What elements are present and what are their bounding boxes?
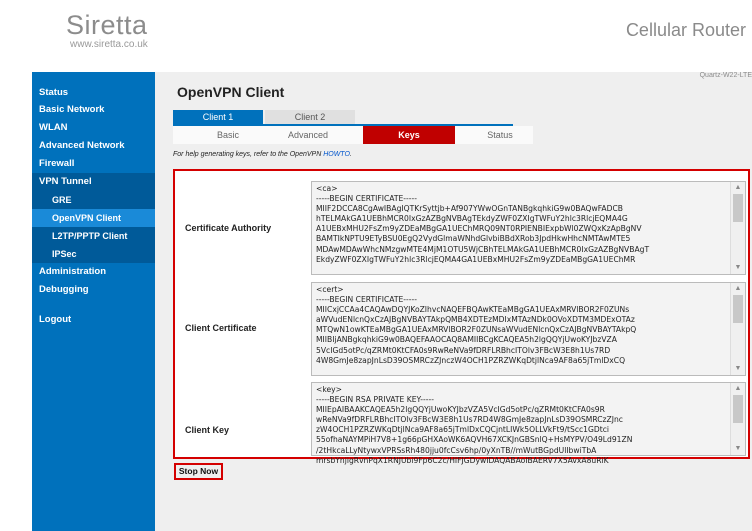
tab-client-2[interactable]: Client 2 <box>265 110 355 124</box>
sidebar-item-vpn-tunnel[interactable]: VPN Tunnel <box>32 173 155 191</box>
scroll-up-icon[interactable]: ▲ <box>734 385 742 392</box>
scroll-thumb[interactable] <box>733 295 743 323</box>
main-content <box>155 72 752 531</box>
subtab-keys[interactable]: Keys <box>365 128 453 142</box>
sidebar-item-openvpn-client[interactable]: OpenVPN Client <box>32 209 155 227</box>
ca-scrollbar[interactable] <box>730 182 745 274</box>
sidebar-item-status[interactable]: Status <box>39 87 69 98</box>
sidebar-item-basic-network[interactable]: Basic Network <box>39 104 105 115</box>
scroll-up-icon[interactable]: ▲ <box>734 184 742 191</box>
cert-value: <cert> -----BEGIN CERTIFICATE----- MIICxjCCAa4CAQAwDQYJKoZIhvcNAQEFBQAwKTEaMBgGA1UEAxMRVlBOR2F0ZUNs aWVudENlcnQxCzAJBgNVBAYTAkpQMB4XDTEzMDIxMTAzNDk0OVoXDTM3MDExOTAz MTQwN1owKTEaMBgGA1UEAxMRVlBOR2F0ZUNsaWVudENlcnQxCzAJBgNVBAYTAkpQ MIIBIjANBgkqhkiG9w0BAQEFAAOCAQ8AMIIBCgKCAQEA5h2lgQQYjUwoKYJbzVZA 5VcIGd5otPc/qZRMt0KtCFA0s9RwReNVa9fDRFLRBhcITOlv3FBcW3E8h1Us7RD 4W8GmJe8zapJnLsD39OSMRCzZJnczW4OCH1PZRZWKqDtjlNca9AF8a65jTmlDxCQ <box>316 285 637 365</box>
scroll-down-icon[interactable]: ▼ <box>734 365 742 372</box>
sidebar-item-l2tp-pptp-client[interactable]: L2TP/PPTP Client <box>32 227 155 245</box>
cert-label: Client Certificate <box>185 323 257 333</box>
scroll-up-icon[interactable]: ▲ <box>734 285 742 292</box>
sidebar-item-gre[interactable]: GRE <box>32 191 155 209</box>
subtab-status[interactable]: Status <box>487 130 513 140</box>
page-title: OpenVPN Client <box>177 84 285 100</box>
sidebar-item-logout[interactable]: Logout <box>39 314 72 325</box>
help-text-prefix: For help generating keys, refer to the OpenVPN <box>173 151 322 158</box>
key-value: <key> -----BEGIN RSA PRIVATE KEY----- MIIEpAIBAAKCAQEA5h2lgQQYjUwoKYJbzVZA5VcIGd5otPc/qZRMt0KtCFA0s9R wReNVa9fDRFLRBhcITOlv3FBcW3E8h1Us7RD4W8GmJe8zapJnLsD39OSMRCzZJnc zW4OCH1PZRZWKqDtjlNca9AF8a65jTmlDxCQCjntLIWk5OLLVkFt9/tScc1GDtci 55ofhaNAYMPiH7V8+1g66pGHXAoWK6AQVH67XCKJnGBSnlQ+HsMYPV/O49Ld91ZN /2tHkcaLLyNtywxVPRSsRh480jju0fcCsv6hp/0yXnTB//mWutBGpdUlIbwiTbA mrsbYnjigRvnPqX1RNJUbi9Fp6C2c/HIFJGDywIDAQABAoIBAERV7X5AvxA8uRiK <box>316 385 633 465</box>
subtab-advanced[interactable]: Advanced <box>287 130 329 140</box>
device-model: Quartz-W22-LTE <box>699 72 752 79</box>
ca-label: Certificate Authority <box>185 223 272 233</box>
sidebar-item-advanced-network[interactable]: Advanced Network <box>39 140 125 151</box>
logo-url: www.siretta.co.uk <box>70 39 148 50</box>
help-text-suffix: . <box>349 151 352 158</box>
scroll-thumb[interactable] <box>733 395 743 423</box>
keys-panel <box>173 169 750 465</box>
sidebar <box>32 72 155 531</box>
subtab-basic[interactable]: Basic <box>216 130 239 140</box>
header <box>0 0 752 60</box>
product-name: Cellular Router <box>625 20 746 40</box>
siretta-logo: Siretta <box>66 10 148 40</box>
sidebar-item-administration[interactable]: Administration <box>39 266 107 277</box>
help-text <box>173 151 352 158</box>
stop-now-button[interactable]: Stop Now <box>174 463 223 480</box>
key-label: Client Key <box>185 425 230 435</box>
header-band <box>0 60 752 72</box>
subtabs <box>173 126 533 144</box>
sidebar-item-debugging[interactable]: Debugging <box>39 284 89 295</box>
key-textarea[interactable] <box>311 382 746 465</box>
tab-client-1[interactable]: Client 1 <box>173 110 263 124</box>
scroll-down-icon[interactable]: ▼ <box>734 445 742 452</box>
sidebar-item-firewall[interactable]: Firewall <box>39 158 75 169</box>
sidebar-item-wlan[interactable]: WLAN <box>39 122 68 133</box>
cert-textarea[interactable] <box>311 282 746 376</box>
howto-link[interactable]: HOWTO <box>323 151 350 158</box>
cert-scrollbar[interactable] <box>730 283 745 375</box>
sidebar-item-ipsec[interactable]: IPSec <box>32 245 155 263</box>
key-scrollbar[interactable] <box>730 383 745 455</box>
ca-textarea[interactable] <box>311 181 746 275</box>
scroll-down-icon[interactable]: ▼ <box>734 264 742 271</box>
scroll-thumb[interactable] <box>733 194 743 222</box>
ca-value: <ca> -----BEGIN CERTIFICATE----- MIIF2DCCA8CgAwIBAgIQTKrSyttjb+Af907YWwOGnTANBgkqhkiG9w0BAQwFADCB hTELMAkGA1UEBhMCR0IxGzAZBgNVBAgTEkdyZWF0ZXIgTWFuY2hlc3RlcjEQMA4G A1UEBxMHU2FsZm9yZDEaMBgGA1UEChMRQ09NT0RPIENBIExpbWl0ZWQxKzApBgNV BAMTIkNPTU9ETyBSU0EgQ2VydGlmaWNhdGlvbiBBdXRob3JpdHkwHhcNMTAwMTE5 MDAwMDAwWhcNMzgwMTE4MjM1OTU5WjCBhTELMAkGA1UEBhMCR0IxGzAZBgNVBAgT EkdyZWF0ZXIgTWFuY2hlc3RlcjEQMA4GA1UEBxMHU2FsZm9yZDEaMBgGA1UEChMR <box>316 184 650 264</box>
